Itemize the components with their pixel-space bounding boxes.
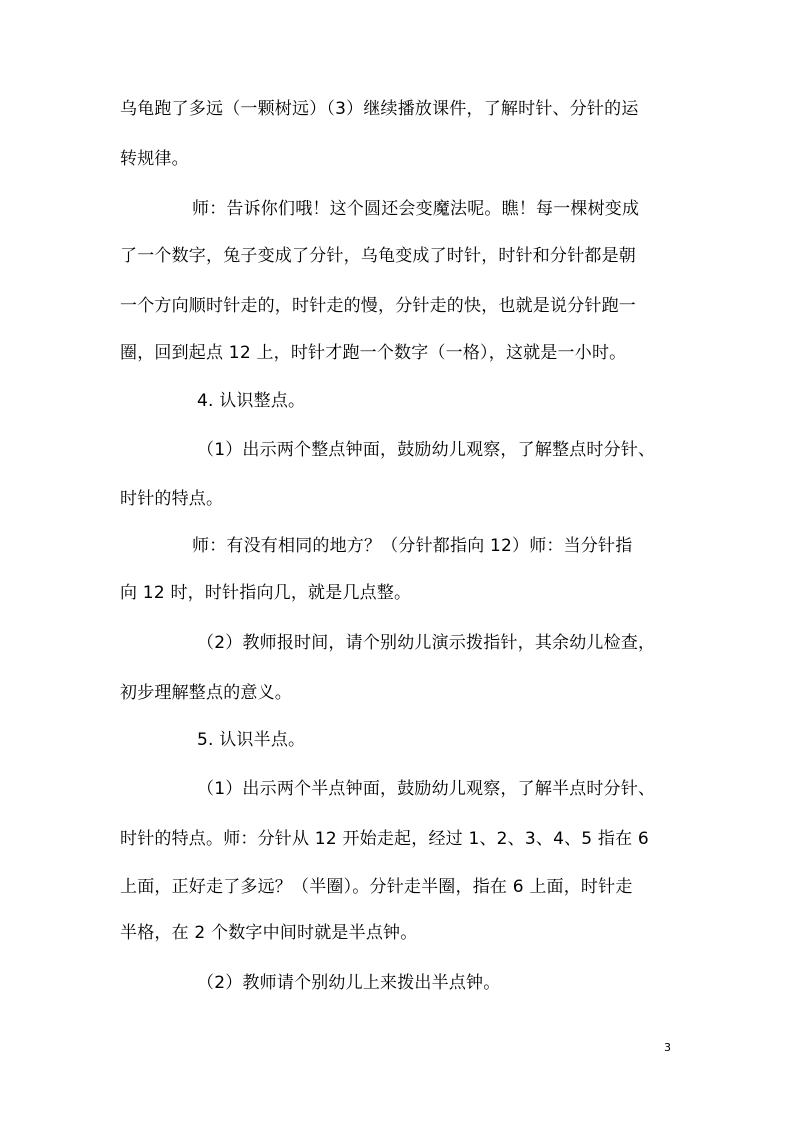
text-line: 向 12 时，时针指向几，就是几点整。 bbox=[120, 583, 412, 603]
section-heading: 5. 认识半点。 bbox=[197, 730, 306, 750]
text-line: 时针的特点。师：分针从 12 开始走起，经过 1、2、3、4、5 指在 6 bbox=[120, 829, 649, 849]
section-heading: 4. 认识整点。 bbox=[197, 391, 306, 411]
text-line: 上面，正好走了多远？（半圈）。分针走半圈，指在 6 上面，时针走 bbox=[120, 877, 633, 897]
text-line: （1）出示两个半点钟面，鼓励幼儿观察，了解半点时分针、 bbox=[197, 779, 656, 799]
text-line: （1）出示两个整点钟面，鼓励幼儿观察，了解整点时分针、 bbox=[197, 440, 656, 460]
text-line: 师：告诉你们哦！这个圆还会变魔法呢。瞧！每一棵树变成 bbox=[192, 199, 640, 219]
page-number: 3 bbox=[664, 1041, 671, 1054]
text-line: 转规律。 bbox=[120, 149, 189, 169]
text-line: 一个方向顺时针走的，时针走的慢，分针走的快，也就是说分针跑一 bbox=[120, 296, 636, 316]
text-line: 圈，回到起点 12 上，时针才跑一个数字（一格），这就是一小时。 bbox=[120, 343, 627, 363]
text-line: 时针的特点。 bbox=[120, 489, 224, 509]
text-line: 初步理解整点的意义。 bbox=[120, 683, 292, 703]
text-line: 半格，在 2 个数字中间时就是半点钟。 bbox=[120, 923, 418, 943]
text-line: 师：有没有相同的地方？（分针都指向 12）师：当分针指 bbox=[192, 536, 633, 556]
text-line: （2）教师报时间，请个别幼儿演示拨指针，其余幼儿检查， bbox=[197, 633, 656, 653]
text-line: 了一个数字，兔子变成了分针，乌龟变成了时针，时针和分针都是朝 bbox=[120, 246, 636, 266]
text-line: 乌龟跑了多远（一颗树远）（3）继续播放课件，了解时针、分针的运 bbox=[120, 99, 639, 119]
text-line: （2）教师请个别幼儿上来拨出半点钟。 bbox=[197, 973, 501, 993]
